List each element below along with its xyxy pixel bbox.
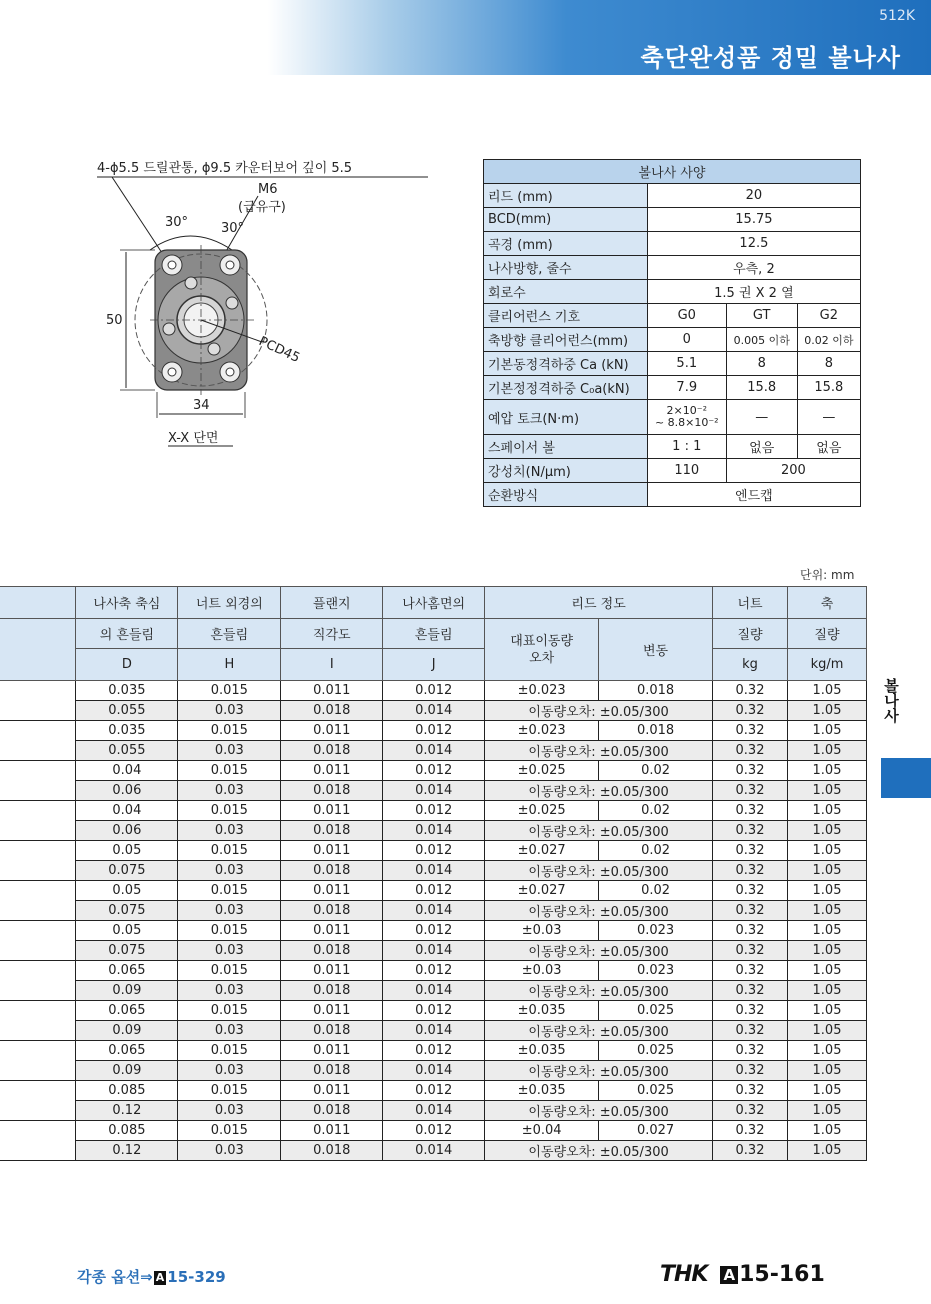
spec-row-circulation: 순환방식 엔드캡 bbox=[484, 483, 861, 507]
table-cell: 1.05 bbox=[787, 841, 866, 861]
table-cell: 1.05 bbox=[787, 1081, 866, 1101]
table-cell: 0.015 bbox=[178, 881, 281, 901]
table-cell: 이동량오차: ±0.05/300 bbox=[485, 741, 713, 761]
thk-logo: THK bbox=[660, 1262, 708, 1287]
table-row bbox=[0, 721, 867, 741]
table-cell: 0.065 bbox=[76, 1001, 178, 1021]
model-cell bbox=[0, 761, 76, 801]
table-row bbox=[0, 781, 867, 801]
table-cell: 0.011 bbox=[281, 721, 383, 741]
model-cell bbox=[0, 1081, 76, 1121]
table-row bbox=[0, 1001, 867, 1021]
table-cell: 0.011 bbox=[281, 881, 383, 901]
table-row bbox=[0, 841, 867, 861]
table-cell: 0.011 bbox=[281, 1041, 383, 1061]
spec-row-ca: 기본동정격하중 Ca (kN) 5.1 8 8 bbox=[484, 352, 861, 376]
table-cell: 0.018 bbox=[281, 741, 383, 761]
table-cell: 1.05 bbox=[787, 1121, 866, 1141]
table-cell: 0.014 bbox=[383, 941, 485, 961]
table-cell: 0.014 bbox=[383, 821, 485, 841]
spec-row-spacer: 스페이서 볼 1 : 1 없음 없음 bbox=[484, 435, 861, 459]
table-cell: 0.018 bbox=[281, 1141, 383, 1161]
table-cell: 이동량오차: ±0.05/300 bbox=[485, 1061, 713, 1081]
table-cell: 1.05 bbox=[787, 981, 866, 1001]
table-cell: 0.015 bbox=[178, 1121, 281, 1141]
spec-row: 리드 (mm) 20 bbox=[484, 184, 861, 208]
table-cell: 0.09 bbox=[76, 1021, 178, 1041]
table-cell: 0.32 bbox=[713, 1141, 788, 1161]
table-cell: ±0.025 bbox=[485, 761, 599, 781]
table-row bbox=[0, 921, 867, 941]
table-row bbox=[0, 801, 867, 821]
table-cell: 0.018 bbox=[281, 981, 383, 1001]
table-cell: 0.03 bbox=[178, 821, 281, 841]
table-cell: 0.32 bbox=[713, 1061, 788, 1081]
page-footer-number bbox=[660, 1262, 825, 1287]
table-cell: 0.05 bbox=[76, 841, 178, 861]
table-cell: 0.025 bbox=[599, 1001, 713, 1021]
table-cell: 0.055 bbox=[76, 741, 178, 761]
table-cell: 1.05 bbox=[787, 1021, 866, 1041]
side-index-tab bbox=[881, 758, 931, 798]
table-cell: 0.018 bbox=[281, 941, 383, 961]
table-cell: 0.09 bbox=[76, 1061, 178, 1081]
table-cell: 이동량오차: ±0.05/300 bbox=[485, 941, 713, 961]
table-cell: 1.05 bbox=[787, 681, 866, 701]
table-cell: 0.012 bbox=[383, 801, 485, 821]
table-cell: 0.32 bbox=[713, 781, 788, 801]
table-cell: 0.012 bbox=[383, 881, 485, 901]
table-cell: 0.011 bbox=[281, 1121, 383, 1141]
table-cell: 1.05 bbox=[787, 801, 866, 821]
table-cell: 0.012 bbox=[383, 1001, 485, 1021]
accuracy-table: 나사축 축심 너트 외경의 플랜지 나사홈면의 리드 정도 너트 축 의 흔들림 흔들림 직각도 흔들림 대표이동량 오차 변동 질량 질량 D H I J kg kg/m 0.035 0.015 0.011 0.012 ±0.023 0.018 0.32 1.05 0.055 0.03 0.018 0.014 이동량오차: ±0.05/300 0.32 1.05 0.035 0.015 0.011 0.012 ±0.023 0.018 0.32 1.05 0.055 0.03 0.018 0.014 이동량오차: ±0.05/300 0.32 1.05 0.04 0.015 0.011 0.012 ±0.025 0.02 0.32 1.05 0.06 0.03 0.018 0.014 이동량오차: ±0.05/300 0.32 1.05 0.04 0.015 0.011 0.012 ±0.025 0.02 0.32 1.05 0.06 0.03 0.018 0.014 이동량오차: ±0.05/300 0.32 1.05 0.05 0.015 0.011 0.012 ±0.027 0.02 0.32 1.05 0.075 0.03 0.018 0.014 이동량오차: ±0.05/300 0.32 1.05 0.05 0.015 0.011 0.012 ±0.027 0.02 0.32 1.05 0.075 0.03 0.018 0.014 이동량오차: ±0.05/300 0.32 1.05 0.05 0.015 0.011 0.012 ±0.03 0.023 0.32 1.05 0.075 0.03 0.018 0.014 이동량오차: ±0.05/300 0.32 1.05 0.065 0.015 0.011 0.012 ±0.03 0.023 0.32 1.05 0.09 0.03 0.018 0.014 이동량오차: ±0.05/300 0.32 1.05 0.065 0.015 0.011 0.012 ±0.035 0.025 0.32 1.05 0.09 0.03 0.018 0.014 이동량오차: ±0.05/300 0.32 1.05 0.065 0.015 0.011 0.012 ±0.035 0.025 0.32 1.05 0.09 0.03 0.018 0.014 이동량오차: ±0.05/300 0.32 1.05 0.085 0.015 0.011 0.012 ±0.035 0.025 0.32 1.05 0.12 0.03 0.018 0.014 이동량오차: ±0.05/300 0.32 1.05 0.085 0.015 0.011 0.012 ±0.04 0.027 0.32 1.05 0.12 0.03 0.018 0.014 이동량오차: ±0.05/300 0.32 1.05 bbox=[0, 586, 867, 1161]
table-cell: 0.014 bbox=[383, 1021, 485, 1041]
table-cell: 0.05 bbox=[76, 881, 178, 901]
table-cell: 1.05 bbox=[787, 861, 866, 881]
table-cell: 0.32 bbox=[713, 741, 788, 761]
table-cell: 이동량오차: ±0.05/300 bbox=[485, 901, 713, 921]
spec-row: 곡경 (mm) 12.5 bbox=[484, 232, 861, 256]
table-cell: 0.02 bbox=[599, 841, 713, 861]
oil-port-note: M6 bbox=[258, 182, 278, 197]
dim-width: 34 bbox=[193, 398, 210, 413]
table-cell: 0.015 bbox=[178, 1041, 281, 1061]
table-cell: 0.32 bbox=[713, 721, 788, 741]
spec-title: 볼나사 사양 bbox=[484, 160, 861, 184]
table-cell: 0.12 bbox=[76, 1101, 178, 1121]
table-cell: 0.027 bbox=[599, 1121, 713, 1141]
drill-note: 4-ϕ5.5 드릴관통, ϕ9.5 카운터보어 깊이 5.5 bbox=[97, 161, 353, 176]
table-cell: ±0.035 bbox=[485, 1041, 599, 1061]
table-row bbox=[0, 1141, 867, 1161]
angle-label-2: 30° bbox=[221, 221, 245, 236]
table-cell: 0.011 bbox=[281, 961, 383, 981]
table-cell: ±0.023 bbox=[485, 681, 599, 701]
table-cell: 0.011 bbox=[281, 841, 383, 861]
table-cell: 이동량오차: ±0.05/300 bbox=[485, 1101, 713, 1121]
table-cell: 0.015 bbox=[178, 961, 281, 981]
table-cell: 0.015 bbox=[178, 801, 281, 821]
table-cell: 0.05 bbox=[76, 921, 178, 941]
table-cell: ±0.035 bbox=[485, 1001, 599, 1021]
side-index-label: 볼나사 bbox=[882, 678, 900, 723]
table-cell: 0.12 bbox=[76, 1141, 178, 1161]
table-cell: 0.014 bbox=[383, 901, 485, 921]
table-cell: ±0.027 bbox=[485, 841, 599, 861]
table-cell: 0.02 bbox=[599, 881, 713, 901]
table-row bbox=[0, 741, 867, 761]
table-cell: 0.018 bbox=[281, 901, 383, 921]
table-cell: ±0.027 bbox=[485, 881, 599, 901]
table-cell: 0.015 bbox=[178, 921, 281, 941]
table-cell: 0.018 bbox=[281, 821, 383, 841]
table-cell: 0.012 bbox=[383, 921, 485, 941]
spec-row: 나사방향, 줄수 우측, 2 bbox=[484, 256, 861, 280]
table-row bbox=[0, 881, 867, 901]
table-cell: 0.012 bbox=[383, 1081, 485, 1101]
table-cell: 이동량오차: ±0.05/300 bbox=[485, 1141, 713, 1161]
table-cell: 1.05 bbox=[787, 721, 866, 741]
table-cell: 0.03 bbox=[178, 901, 281, 921]
table-cell: 0.32 bbox=[713, 881, 788, 901]
table-cell: 0.085 bbox=[76, 1081, 178, 1101]
table-cell: 1.05 bbox=[787, 821, 866, 841]
table-cell: 0.03 bbox=[178, 701, 281, 721]
table-cell: 1.05 bbox=[787, 1061, 866, 1081]
table-cell: 이동량오차: ±0.05/300 bbox=[485, 1021, 713, 1041]
table-row bbox=[0, 1121, 867, 1141]
table-cell: 1.05 bbox=[787, 701, 866, 721]
model-cell bbox=[0, 921, 76, 961]
spec-row: BCD(mm) 15.75 bbox=[484, 208, 861, 232]
table-cell: 0.09 bbox=[76, 981, 178, 1001]
oil-port-label: (급유구) bbox=[238, 200, 286, 215]
table-cell: 1.05 bbox=[787, 741, 866, 761]
table-cell: ±0.023 bbox=[485, 721, 599, 741]
table-cell: 1.05 bbox=[787, 761, 866, 781]
table-cell: 0.32 bbox=[713, 841, 788, 861]
table-cell: 0.03 bbox=[178, 741, 281, 761]
table-cell: 0.035 bbox=[76, 681, 178, 701]
model-cell bbox=[0, 881, 76, 921]
table-cell: 0.32 bbox=[713, 1001, 788, 1021]
table-cell: ±0.03 bbox=[485, 961, 599, 981]
table-cell: 0.018 bbox=[281, 1021, 383, 1041]
table-cell: 0.32 bbox=[713, 701, 788, 721]
table-cell: 0.04 bbox=[76, 761, 178, 781]
section-label: X-X 단면 bbox=[168, 431, 219, 446]
table-cell: 0.015 bbox=[178, 721, 281, 741]
options-link[interactable]: 각종 옵션⇒ A 15-329 bbox=[77, 1268, 226, 1286]
model-cell bbox=[0, 841, 76, 881]
table-cell: 0.014 bbox=[383, 781, 485, 801]
table-cell: 1.05 bbox=[787, 921, 866, 941]
spec-row-clearance: 클리어런스 기호 G0 GT G2 bbox=[484, 304, 861, 328]
table-cell: 0.023 bbox=[599, 961, 713, 981]
table-row bbox=[0, 681, 867, 701]
table-cell: 1.05 bbox=[787, 961, 866, 981]
table-cell: 0.065 bbox=[76, 961, 178, 981]
table-cell: 0.03 bbox=[178, 981, 281, 1001]
table-row bbox=[0, 1101, 867, 1121]
table-cell: 0.014 bbox=[383, 1061, 485, 1081]
table-cell: 1.05 bbox=[787, 1141, 866, 1161]
table-cell: 0.015 bbox=[178, 1001, 281, 1021]
model-cell bbox=[0, 1121, 76, 1161]
table-cell: 0.014 bbox=[383, 701, 485, 721]
page-number: 15-161 bbox=[739, 1262, 825, 1287]
table-cell: 0.32 bbox=[713, 1101, 788, 1121]
page-title: 축단완성품 정밀 볼나사 bbox=[640, 44, 901, 72]
table-cell: 0.011 bbox=[281, 761, 383, 781]
table-cell: 0.03 bbox=[178, 1021, 281, 1041]
table-cell: 0.018 bbox=[281, 861, 383, 881]
table-cell: 이동량오차: ±0.05/300 bbox=[485, 781, 713, 801]
table-cell: 0.32 bbox=[713, 761, 788, 781]
table-cell: 0.32 bbox=[713, 941, 788, 961]
table-cell: ±0.04 bbox=[485, 1121, 599, 1141]
table-cell: 0.011 bbox=[281, 1081, 383, 1101]
table-cell: 0.011 bbox=[281, 1001, 383, 1021]
table-row bbox=[0, 701, 867, 721]
angle-label-1: 30° bbox=[165, 215, 189, 230]
table-cell: 0.32 bbox=[713, 921, 788, 941]
table-cell: 이동량오차: ±0.05/300 bbox=[485, 861, 713, 881]
table-cell: 0.075 bbox=[76, 861, 178, 881]
table-cell: 1.05 bbox=[787, 1101, 866, 1121]
table-cell: 0.012 bbox=[383, 1041, 485, 1061]
table-cell: 0.075 bbox=[76, 941, 178, 961]
spec-row-preload: 예압 토크(N·m) 2×10⁻² ~ 8.8×10⁻² — — bbox=[484, 400, 861, 435]
table-cell: 0.32 bbox=[713, 681, 788, 701]
table-row bbox=[0, 901, 867, 921]
table-cell: 0.03 bbox=[178, 781, 281, 801]
table-cell: 0.025 bbox=[599, 1041, 713, 1061]
table-cell: ±0.03 bbox=[485, 921, 599, 941]
model-cell bbox=[0, 1001, 76, 1041]
table-cell: 0.06 bbox=[76, 821, 178, 841]
table-cell: 0.035 bbox=[76, 721, 178, 741]
table-cell: 0.018 bbox=[281, 1101, 383, 1121]
table-cell: 0.065 bbox=[76, 1041, 178, 1061]
table-cell: 0.015 bbox=[178, 761, 281, 781]
model-cell bbox=[0, 961, 76, 1001]
table-cell: 1.05 bbox=[787, 781, 866, 801]
table-cell: 0.012 bbox=[383, 761, 485, 781]
table-row bbox=[0, 961, 867, 981]
table-cell: 0.32 bbox=[713, 1081, 788, 1101]
table-cell: 0.012 bbox=[383, 841, 485, 861]
table-cell: 0.018 bbox=[281, 781, 383, 801]
table-cell: 0.02 bbox=[599, 801, 713, 821]
nut-section-drawing bbox=[0, 0, 480, 460]
spec-row-rigidity: 강성치(N/μm) 110 200 bbox=[484, 459, 861, 483]
table-cell: 이동량오차: ±0.05/300 bbox=[485, 701, 713, 721]
table-cell: 0.015 bbox=[178, 1081, 281, 1101]
model-cell bbox=[0, 801, 76, 841]
table-cell: 0.012 bbox=[383, 961, 485, 981]
table-cell: 0.03 bbox=[178, 941, 281, 961]
table-cell: 0.085 bbox=[76, 1121, 178, 1141]
table-cell: 0.014 bbox=[383, 1101, 485, 1121]
pcd-label: PCD45 bbox=[256, 334, 303, 366]
table-cell: 0.03 bbox=[178, 1101, 281, 1121]
table-cell: 0.023 bbox=[599, 921, 713, 941]
table-cell: 0.02 bbox=[599, 761, 713, 781]
table-cell: ±0.035 bbox=[485, 1081, 599, 1101]
model-cell bbox=[0, 681, 76, 721]
table-cell: 0.32 bbox=[713, 901, 788, 921]
table-cell: 이동량오차: ±0.05/300 bbox=[485, 821, 713, 841]
catalog-code: 512K bbox=[879, 8, 915, 24]
table-cell: 0.018 bbox=[281, 1061, 383, 1081]
table-cell: 0.32 bbox=[713, 1041, 788, 1061]
table-cell: 0.04 bbox=[76, 801, 178, 821]
table-cell: 0.055 bbox=[76, 701, 178, 721]
ball-screw-spec-table bbox=[483, 159, 861, 507]
table-cell: 0.014 bbox=[383, 1141, 485, 1161]
table-cell: 0.012 bbox=[383, 721, 485, 741]
table-row bbox=[0, 861, 867, 881]
table-cell: 0.32 bbox=[713, 1121, 788, 1141]
table-row bbox=[0, 941, 867, 961]
table-cell: 0.018 bbox=[599, 721, 713, 741]
table-cell: 1.05 bbox=[787, 941, 866, 961]
table-cell: 0.011 bbox=[281, 921, 383, 941]
spec-row: 회로수 1.5 권 X 2 열 bbox=[484, 280, 861, 304]
table-cell: 0.014 bbox=[383, 981, 485, 1001]
table-cell: 1.05 bbox=[787, 881, 866, 901]
table-cell: 0.32 bbox=[713, 961, 788, 981]
table-cell: 1.05 bbox=[787, 1001, 866, 1021]
table-cell: 0.03 bbox=[178, 861, 281, 881]
table-cell: 0.03 bbox=[178, 1061, 281, 1081]
model-cell bbox=[0, 1041, 76, 1081]
table-cell: 0.32 bbox=[713, 801, 788, 821]
lead-accuracy-header: 리드 정도 bbox=[485, 587, 713, 619]
table-cell: 0.012 bbox=[383, 1121, 485, 1141]
table-cell: 0.018 bbox=[599, 681, 713, 701]
table-row bbox=[0, 981, 867, 1001]
table-cell: 0.015 bbox=[178, 841, 281, 861]
spec-row-c0a: 기본정정격하중 C₀a(kN) 7.9 15.8 15.8 bbox=[484, 376, 861, 400]
table-cell: 0.014 bbox=[383, 741, 485, 761]
table-cell: 0.32 bbox=[713, 1021, 788, 1041]
section-a-icon: A bbox=[155, 1271, 165, 1284]
table-cell: 0.32 bbox=[713, 981, 788, 1001]
table-cell: 1.05 bbox=[787, 1041, 866, 1061]
table-row bbox=[0, 1041, 867, 1061]
table-row bbox=[0, 821, 867, 841]
table-cell: 0.32 bbox=[713, 861, 788, 881]
model-cell bbox=[0, 721, 76, 761]
table-cell: 0.014 bbox=[383, 861, 485, 881]
table-cell: 0.011 bbox=[281, 681, 383, 701]
table-cell: 0.32 bbox=[713, 821, 788, 841]
section-a-icon: A bbox=[720, 1266, 738, 1284]
table-row bbox=[0, 1021, 867, 1041]
unit-label: 단위: mm bbox=[800, 568, 855, 582]
table-cell: 0.012 bbox=[383, 681, 485, 701]
table-cell: ±0.025 bbox=[485, 801, 599, 821]
table-cell: 0.015 bbox=[178, 681, 281, 701]
table-cell: 0.025 bbox=[599, 1081, 713, 1101]
table-cell: 0.03 bbox=[178, 1141, 281, 1161]
table-row bbox=[0, 1081, 867, 1101]
table-cell: 0.075 bbox=[76, 901, 178, 921]
table-cell: 이동량오차: ±0.05/300 bbox=[485, 981, 713, 1001]
table-cell: 0.06 bbox=[76, 781, 178, 801]
table-cell: 1.05 bbox=[787, 901, 866, 921]
spec-row-axial: 축방향 클리어런스(mm) 0 0.005 이하 0.02 이하 bbox=[484, 328, 861, 352]
table-cell: 0.011 bbox=[281, 801, 383, 821]
dim-height: 50 bbox=[106, 313, 123, 328]
table-row bbox=[0, 1061, 867, 1081]
table-cell: 0.018 bbox=[281, 701, 383, 721]
table-row bbox=[0, 761, 867, 781]
